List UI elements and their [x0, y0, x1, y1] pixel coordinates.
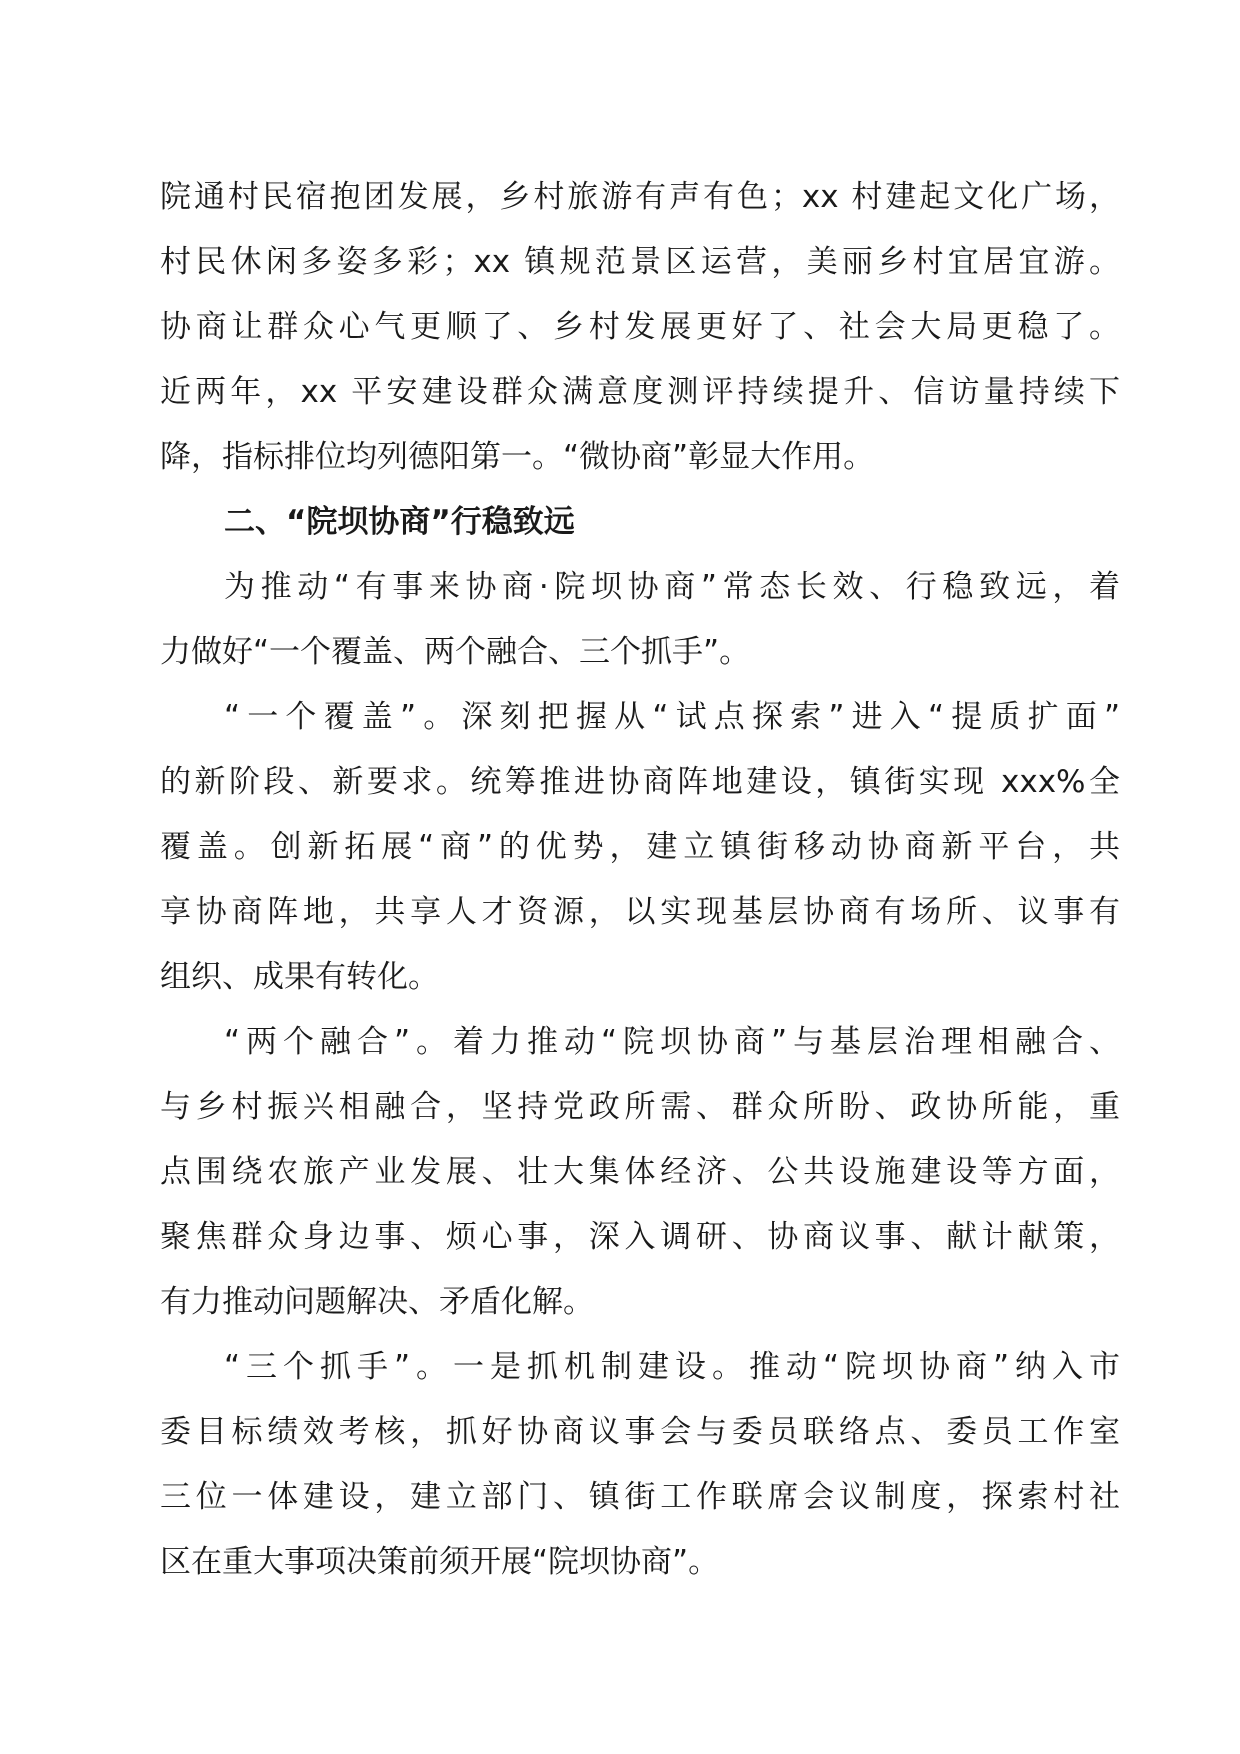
text-line: “一个覆盖”。深刻把握从“试点探索”进入“提质扩面” — [224, 699, 1120, 735]
text-line: 有力推动问题解决、矛盾化解。 — [160, 1284, 594, 1320]
text-line: “两个融合”。着力推动“院坝协商”与基层治理相融合、 — [224, 1024, 1120, 1060]
text-line: 的新阶段、新要求。统筹推进协商阵地建设，镇街实现 xxx%全 — [160, 764, 1120, 800]
text-line: 村民休闲多姿多彩；xx 镇规范景区运营，美丽乡村宜居宜游。 — [160, 244, 1120, 280]
text-line: 区在重大事项决策前须开展“院坝协商”。 — [160, 1544, 720, 1580]
text-line: 协商让群众心气更顺了、乡村发展更好了、社会大局更稳了。 — [160, 309, 1120, 345]
text-line: 三位一体建设，建立部门、镇街工作联席会议制度，探索村社 — [160, 1479, 1120, 1515]
text-line: 点围绕农旅产业发展、壮大集体经济、公共设施建设等方面， — [160, 1154, 1120, 1190]
document-body — [160, 165, 1120, 1595]
text-line: 为推动“有事来协商·院坝协商”常态长效、行稳致远，着 — [224, 569, 1120, 605]
text-line: 与乡村振兴相融合，坚持党政所需、群众所盼、政协所能，重 — [160, 1089, 1120, 1125]
text-line: 近两年，xx 平安建设群众满意度测评持续提升、信访量持续下 — [160, 374, 1120, 410]
text-line: 享协商阵地，共享人才资源，以实现基层协商有场所、议事有 — [160, 894, 1120, 930]
text-line: 覆盖。创新拓展“商”的优势，建立镇街移动协商新平台，共 — [160, 829, 1120, 865]
text-line: 院通村民宿抱团发展，乡村旅游有声有色；xx 村建起文化广场， — [160, 179, 1120, 215]
text-line: “三个抓手”。一是抓机制建设。推动“院坝协商”纳入市 — [224, 1349, 1120, 1385]
section-heading: 二、“院坝协商”行稳致远 — [224, 504, 575, 540]
text-line: 降，指标排位均列德阳第一。“微协商”彰显大作用。 — [160, 439, 875, 475]
text-line: 组织、成果有转化。 — [160, 959, 439, 995]
text-line: 力做好“一个覆盖、两个融合、三个抓手”。 — [160, 634, 751, 670]
text-line: 委目标绩效考核，抓好协商议事会与委员联络点、委员工作室 — [160, 1414, 1120, 1450]
text-line: 聚焦群众身边事、烦心事，深入调研、协商议事、献计献策， — [160, 1219, 1120, 1255]
